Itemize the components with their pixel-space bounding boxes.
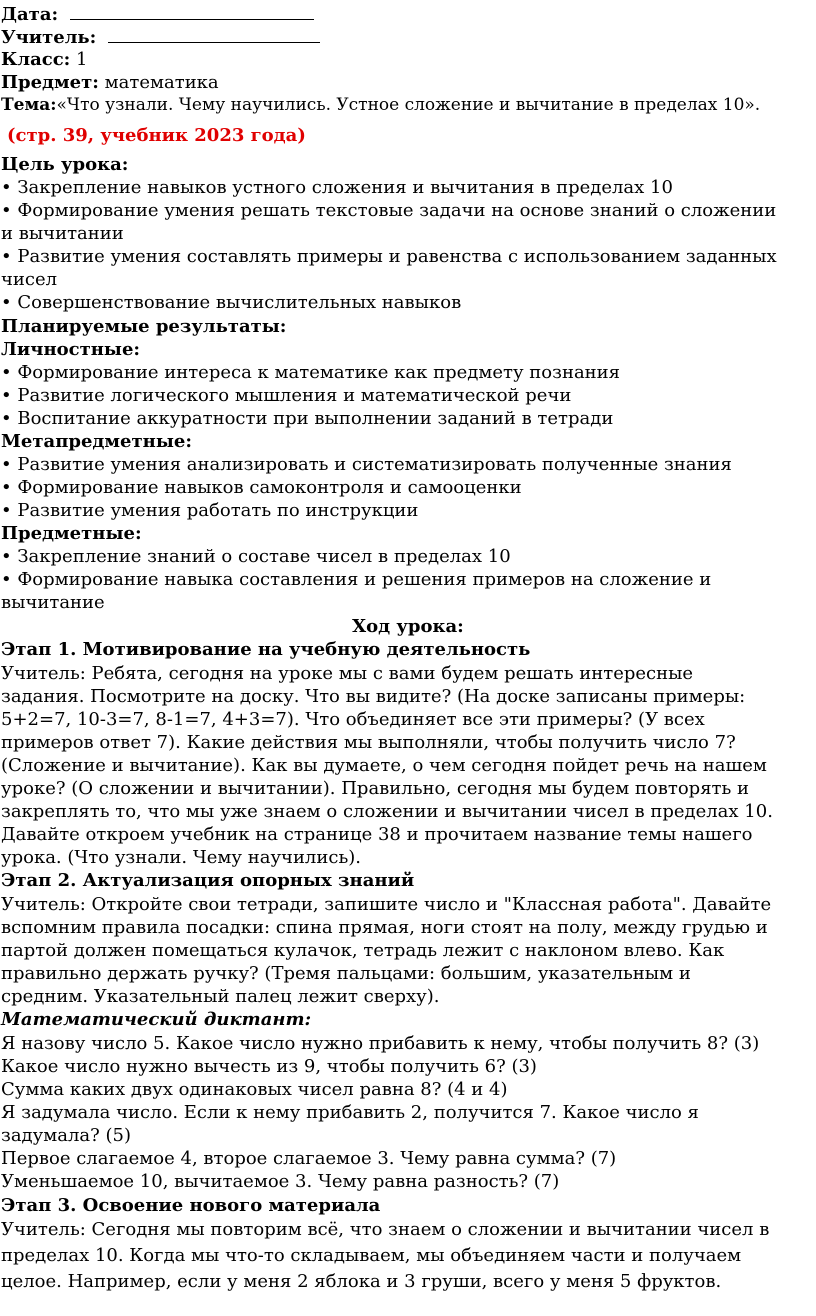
goal-line: • Закрепление навыков устного сложения и вычитания в пределах 10	[1, 177, 673, 198]
stage3-title: Этап 3. Освоение нового материала	[1, 1195, 381, 1216]
stage2-line: средним. Указательный палец лежит сверху).	[1, 986, 440, 1007]
stage3-line: пределах 10. Когда мы что-то складываем, мы объединяем части и получаем	[1, 1245, 742, 1266]
topic-row	[1, 94, 760, 117]
goal-line: и вычитании	[1, 223, 124, 244]
stage3-line: Учитель: Сегодня мы повторим всё, что знаем о сложении и вычитании чисел в	[1, 1219, 770, 1240]
dictation-line: Первое слагаемое 4, второе слагаемое 3. Чему равна сумма? (7)	[1, 1148, 617, 1169]
date-row	[1, 2, 314, 25]
dictation-line: Какое число нужно вычесть из 9, чтобы получить 6? (3)	[1, 1056, 537, 1077]
subject-results-heading: Предметные:	[1, 523, 142, 544]
dictation-line: Я назову число 5. Какое число нужно прибавить к нему, чтобы получить 8? (3)	[1, 1033, 760, 1054]
goals-heading: Цель урока:	[1, 154, 129, 175]
date-blank	[70, 2, 314, 20]
teacher-row	[1, 25, 320, 48]
topic-label: Тема:	[1, 95, 57, 115]
meta-item: • Развитие умения работать по инструкции	[1, 500, 419, 521]
stage2-line: Учитель: Откройте свои тетради, запишите число и "Классная работа". Давайте	[1, 894, 772, 915]
topic-value: «Что узнали. Чему научились. Устное сложение и вычитание в пределах 10».	[56, 95, 761, 115]
dictation-line: задумала? (5)	[1, 1125, 131, 1146]
date-label: Дата:	[1, 4, 59, 25]
subject-item: вычитание	[1, 592, 105, 613]
personal-item: • Формирование интереса к математике как предмету познания	[1, 362, 621, 383]
stage1-line: Учитель: Ребята, сегодня на уроке мы с вами будем решать интересные	[1, 663, 694, 684]
stage3-line: целое. Например, если у меня 2 яблока и 3 груши, всего у меня 5 фруктов.	[1, 1271, 722, 1292]
teacher-blank	[108, 25, 320, 43]
stage2-line: правильно держать ручку? (Тремя пальцами: большим, указательным и	[1, 963, 691, 984]
stage2-title: Этап 2. Актуализация опорных знаний	[1, 870, 415, 891]
stage2-line: вспомним правила посадки: спина прямая, ноги стоят на полу, между грудью и	[1, 917, 768, 938]
results-heading: Планируемые результаты:	[1, 316, 287, 337]
stage1-line: примеров ответ 7). Какие действия мы выполняли, чтобы получить число 7?	[1, 732, 736, 753]
stage1-title: Этап 1. Мотивирование на учебную деятельность	[1, 639, 531, 660]
subject-item: • Формирование навыка составления и решения примеров на сложение и	[1, 569, 712, 590]
dictation-title: Математический диктант:	[1, 1009, 312, 1030]
subject-item: • Закрепление знаний о составе чисел в пределах 10	[1, 546, 511, 567]
personal-item: • Развитие логического мышления и математической речи	[1, 385, 572, 406]
goal-line: чисел	[1, 269, 58, 290]
stage1-line: урока. (Что узнали. Чему научились).	[1, 847, 361, 868]
meta-item: • Формирование навыков самоконтроля и самооценки	[1, 477, 522, 498]
meta-heading: Метапредметные:	[1, 431, 192, 452]
dictation-line: Я задумала число. Если к нему прибавить 2, получится 7. Какое число я	[1, 1102, 699, 1123]
personal-item: • Воспитание аккуратности при выполнении заданий в тетради	[1, 408, 614, 429]
subject-row	[1, 71, 219, 94]
personal-heading: Личностные:	[1, 339, 141, 360]
stage1-line: задания. Посмотрите на доску. Что вы видите? (На доске записаны примеры:	[1, 686, 746, 707]
meta-item: • Развитие умения анализировать и систематизировать полученные знания	[1, 454, 732, 475]
goal-line: • Совершенствование вычислительных навыков	[1, 292, 462, 313]
lesson-heading: Ход урока:	[352, 616, 464, 637]
page-reference: (стр. 39, учебник 2023 года)	[7, 125, 306, 146]
teacher-label: Учитель:	[1, 27, 97, 48]
stage2-line: партой должен помещаться кулачок, тетрадь лежит с наклоном влево. Как	[1, 940, 725, 961]
goal-line: • Развитие умения составлять примеры и равенства с использованием заданных	[1, 246, 777, 267]
class-label: Класс:	[1, 49, 71, 70]
dictation-line: Уменьшаемое 10, вычитаемое 3. Чему равна разность? (7)	[1, 1171, 560, 1192]
stage1-line: 5+2=7, 10-3=7, 8-1=7, 4+3=7). Что объединяет все эти примеры? (У всех	[1, 709, 705, 730]
dictation-line: Сумма каких двух одинаковых чисел равна 8? (4 и 4)	[1, 1079, 508, 1100]
goal-line: • Формирование умения решать текстовые задачи на основе знаний о сложении	[1, 200, 777, 221]
class-value: 1	[76, 49, 88, 70]
stage1-line: закреплять то, что мы уже знаем о сложении и вычитании чисел в пределах 10.	[1, 801, 773, 822]
class-row	[1, 48, 87, 71]
stage1-line: (Сложение и вычитание). Как вы думаете, о чем сегодня пойдет речь на нашем	[1, 755, 767, 776]
subject-label: Предмет:	[1, 72, 99, 93]
stage1-line: Давайте откроем учебник на странице 38 и прочитаем название темы нашего	[1, 824, 753, 845]
subject-value: математика	[104, 72, 219, 93]
stage1-line: уроке? (О сложении и вычитании). Правильно, сегодня мы будем повторять и	[1, 778, 750, 799]
